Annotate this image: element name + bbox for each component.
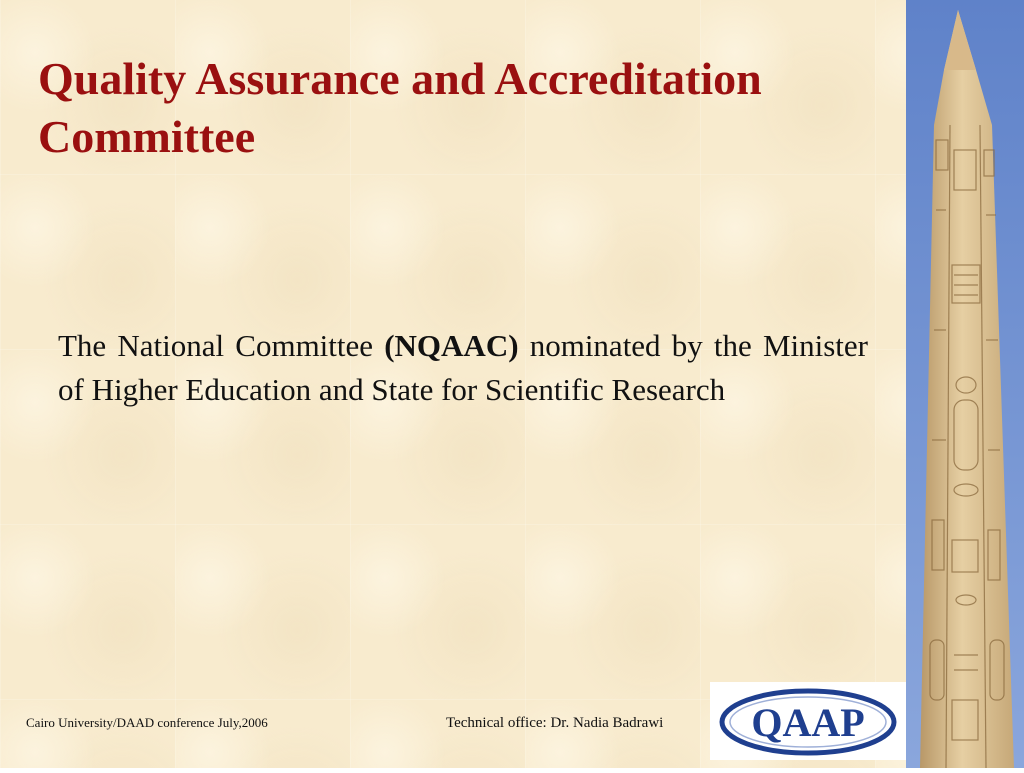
- slide-body: [58, 324, 868, 412]
- slide-title: Quality Assurance and Accreditation Committee: [38, 53, 762, 162]
- body-suffix: nominated by the Minister of Higher Education and State for Scientific Research: [58, 328, 868, 407]
- footer-conference: Cairo University/DAAD conference July,2006: [26, 715, 268, 730]
- body-acronym: (NQAAC): [384, 328, 519, 363]
- footer-office: Technical office: Dr. Nadia Badrawi: [446, 715, 664, 731]
- logo-text: QAAP: [751, 700, 865, 745]
- qaap-logo-icon: [710, 682, 906, 760]
- obelisk-icon: [906, 0, 1024, 768]
- body-prefix: The National Committee: [58, 328, 385, 363]
